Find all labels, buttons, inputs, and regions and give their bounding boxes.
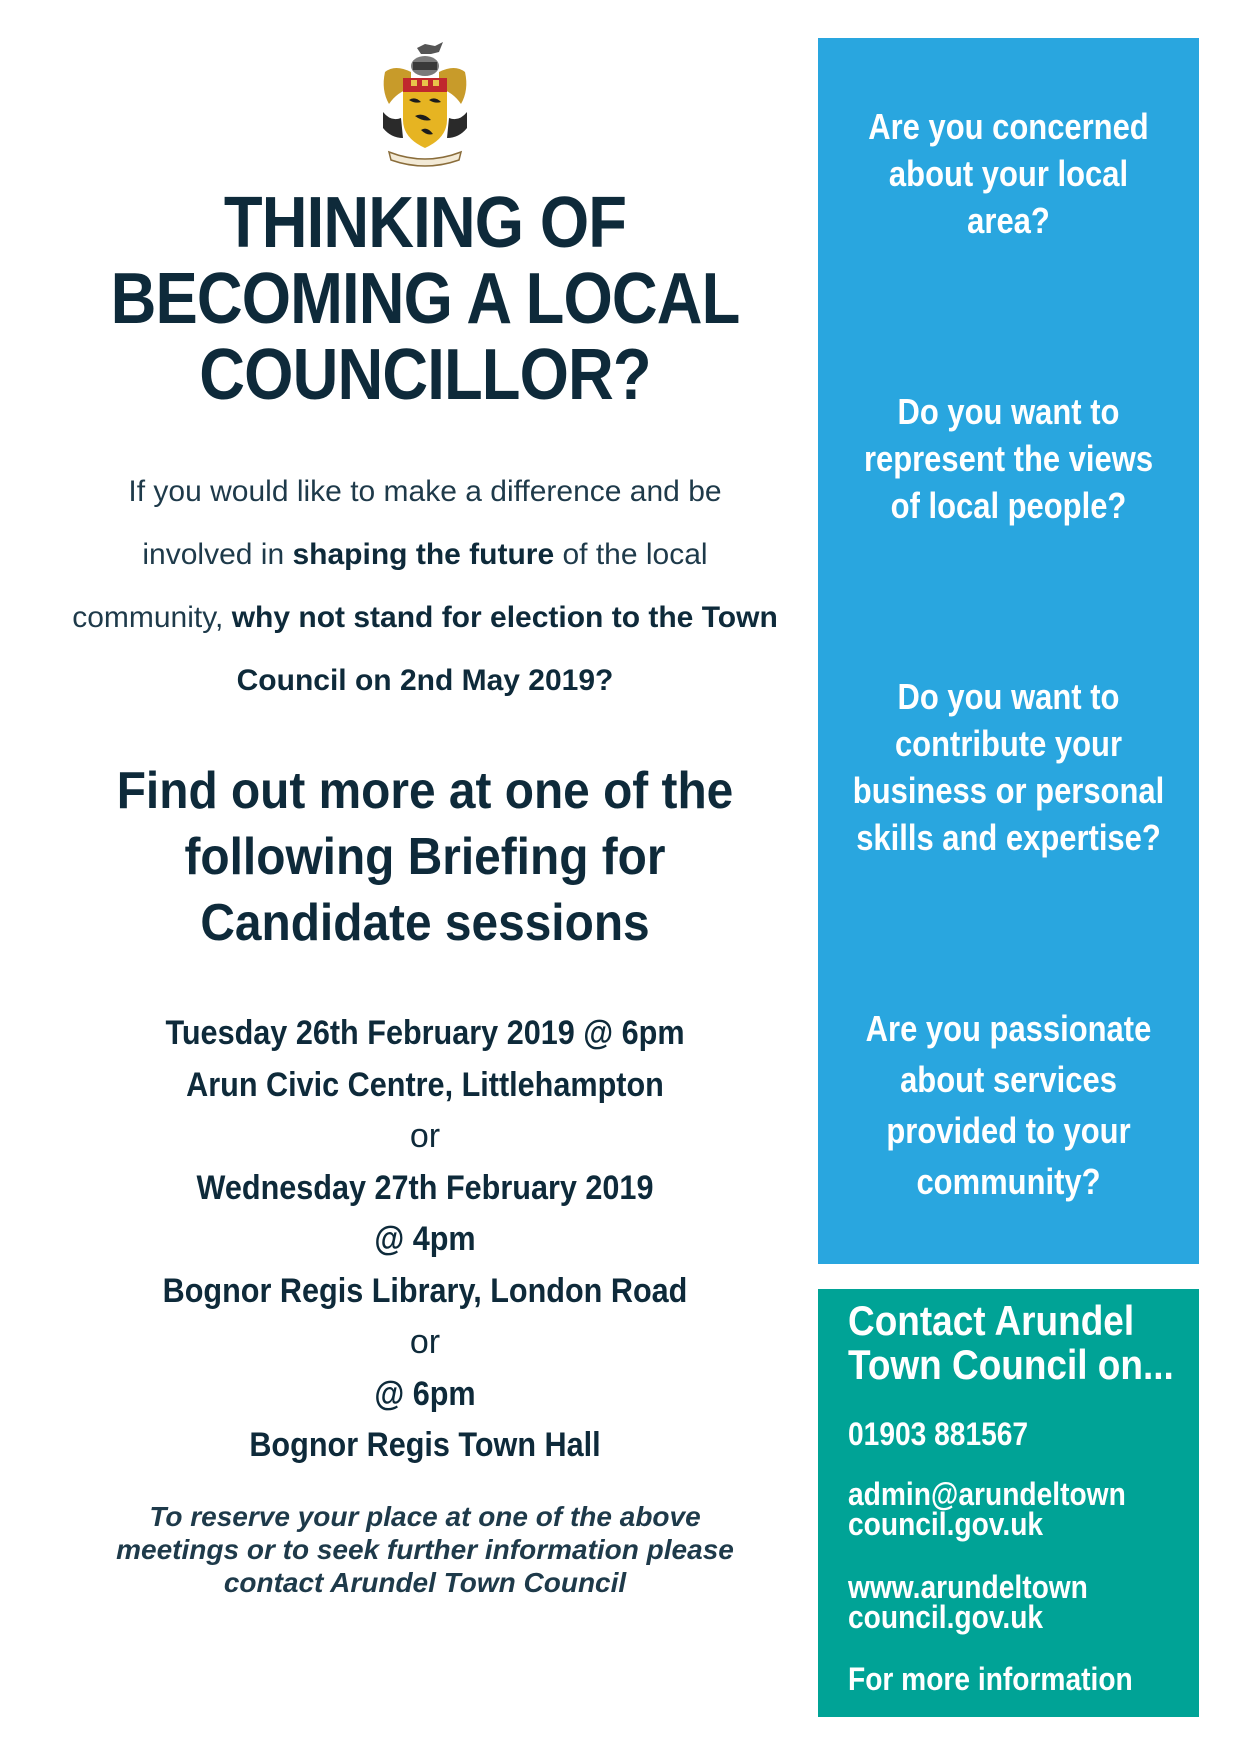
question-line: provided to your: [886, 1110, 1131, 1151]
email-line[interactable]: council.gov.uk: [848, 1506, 1044, 1542]
intro-text: of the local: [554, 538, 708, 571]
find-out-line-2: following Briefing for: [184, 828, 666, 886]
intro-text: involved in: [142, 538, 293, 571]
session-2-venue: Bognor Regis Library, London Road: [162, 1271, 688, 1310]
question-line: of local people?: [890, 485, 1127, 526]
question-line: area?: [967, 200, 1050, 241]
intro-line-4: [40, 649, 810, 712]
question-line: skills and expertise?: [856, 817, 1161, 858]
question-line: contribute your: [894, 723, 1123, 764]
session-2-date: Wednesday 27th February 2019: [196, 1168, 654, 1207]
contact-title-line: Contact Arundel: [848, 1297, 1135, 1344]
intro-paragraph: [40, 460, 810, 712]
session-1-venue: Arun Civic Centre, Littlehampton: [186, 1065, 664, 1104]
session-3-venue: Bognor Regis Town Hall: [249, 1426, 601, 1464]
intro-text: community,: [72, 601, 232, 634]
question-line: Are you concerned: [868, 106, 1149, 147]
contact-title: [848, 1299, 1174, 1387]
reserve-line-2: meetings or to seek further information please: [116, 1534, 734, 1565]
headline-line-1: THINKING OF: [223, 183, 627, 263]
coat-of-arms-logo: [375, 42, 475, 172]
question-passionate: [845, 1003, 1173, 1207]
intro-line-3: [40, 586, 810, 649]
reserve-note: [40, 1500, 810, 1599]
question-line: community?: [916, 1161, 1101, 1202]
intro-line-2: [40, 523, 810, 586]
questions-panel: [818, 38, 1199, 1264]
reserve-line-1: To reserve your place at one of the above: [149, 1501, 701, 1532]
phone-number[interactable]: 01903 881567: [848, 1416, 1029, 1452]
intro-emphasis: Council on 2nd May 2019?: [236, 664, 614, 697]
headline: [86, 185, 764, 413]
session-3-time: @ 6pm: [374, 1374, 476, 1413]
question-contribute: [845, 673, 1173, 861]
contact-phone[interactable]: [848, 1416, 1029, 1452]
contact-panel: [818, 1289, 1199, 1717]
or-separator: or: [409, 1117, 441, 1155]
or-separator: or: [409, 1323, 441, 1361]
briefing-sessions: [40, 1008, 810, 1472]
reserve-line-3: contact Arundel Town Council: [223, 1567, 627, 1598]
find-out-heading: [71, 758, 779, 956]
question-line: Are you passionate: [865, 1008, 1152, 1049]
question-line: represent the views: [863, 438, 1154, 479]
session-2-time: @ 4pm: [374, 1220, 476, 1258]
question-represent: [845, 388, 1173, 529]
question-line: about your local: [888, 153, 1129, 194]
website-line[interactable]: www.arundeltown: [848, 1569, 1088, 1605]
contact-website-link[interactable]: [848, 1569, 1088, 1635]
headline-line-3: COUNCILLOR?: [199, 335, 651, 415]
email-line[interactable]: admin@arundeltown: [848, 1476, 1126, 1512]
website-line[interactable]: council.gov.uk: [848, 1599, 1044, 1635]
question-concerned: [845, 103, 1173, 244]
question-line: Do you want to: [897, 391, 1120, 432]
contact-more-info: [848, 1661, 1133, 1697]
question-line: about services: [900, 1059, 1117, 1100]
intro-emphasis: why not stand for election to the Town: [231, 601, 778, 634]
intro-emphasis: shaping the future: [292, 538, 555, 571]
find-out-line-1: Find out more at one of the: [116, 762, 734, 820]
question-line: business or personal: [852, 770, 1165, 811]
headline-line-2: BECOMING A LOCAL: [110, 259, 740, 339]
contact-title-line: Town Council on...: [848, 1341, 1174, 1388]
question-line: Do you want to: [897, 676, 1120, 717]
contact-email-link[interactable]: [848, 1476, 1126, 1542]
more-info-text: For more information: [848, 1661, 1133, 1697]
intro-line-1: If you would like to make a difference and be: [128, 475, 722, 508]
session-1-date: Tuesday 26th February 2019 @ 6pm: [165, 1014, 685, 1052]
find-out-line-3: Candidate sessions: [200, 894, 650, 952]
